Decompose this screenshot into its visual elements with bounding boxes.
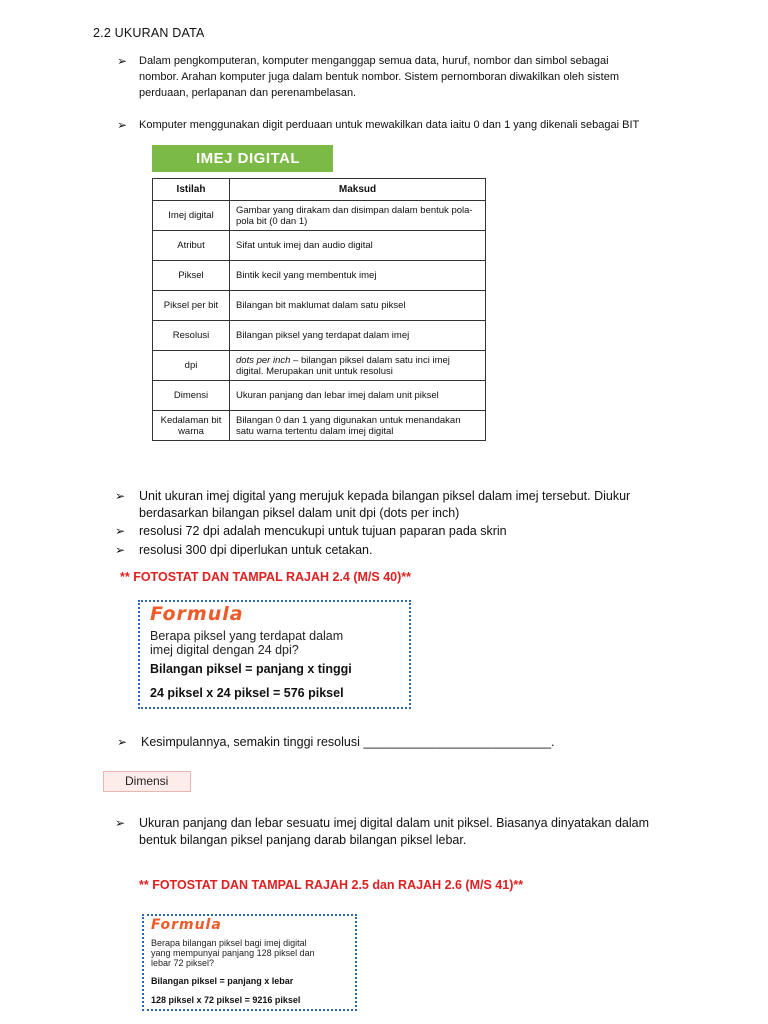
- resolution-bullet-1: [115, 488, 630, 522]
- formula-title: Formula: [151, 917, 222, 933]
- photocopy-note-2: ** FOTOSTAT DAN TAMPAL RAJAH 2.5 dan RAJAH 2.6 (M/S 41)**: [139, 878, 524, 892]
- definition-cell: Gambar yang dirakam dan disimpan dalam bentuk pola-pola bit (0 dan 1): [230, 201, 486, 231]
- text-line: bentuk bilangan piksel panjang darab bilangan piksel lebar.: [139, 833, 467, 847]
- formula-question: [151, 938, 315, 968]
- text-line: Berapa piksel yang terdapat dalam: [150, 629, 344, 643]
- definition-text: – bilangan piksel dalam satu inci imej digital. Merupakan unit untuk resolusi: [236, 354, 450, 377]
- bullet-arrow-icon: ➢: [117, 54, 128, 68]
- dimensi-tag: Dimensi: [103, 771, 191, 792]
- text-line: Ukuran panjang dan lebar sesuatu imej digital dalam unit piksel. Biasanya dinyatakan dalam: [139, 816, 650, 830]
- text-line: resolusi 300 dpi diperlukan untuk cetakan.: [139, 543, 373, 557]
- bullet-arrow-icon: ➢: [115, 524, 126, 538]
- formula-box-1: [138, 600, 411, 709]
- definition-cell: [230, 351, 486, 381]
- definition-cell: Bilangan bit maklumat dalam satu piksel: [230, 291, 486, 321]
- text-line: Dalam pengkomputeran, komputer menganggap semua data, huruf, nombor dan simbol sebagai: [139, 55, 609, 67]
- text-line: lebar 72 piksel?: [151, 958, 215, 968]
- bullet-arrow-icon: ➢: [117, 735, 128, 749]
- term-cell: Kedalaman bit warna: [153, 411, 230, 441]
- text-line: nombor. Arahan komputer juga dalam bentuk nombor. Sistem pernomboran diwakilkan oleh sistem: [139, 71, 619, 83]
- term-cell: Imej digital: [153, 201, 230, 231]
- table-header-row: [153, 179, 486, 201]
- table-row: [153, 351, 486, 381]
- formula-title: Formula: [150, 603, 244, 625]
- section-heading: 2.2 UKURAN DATA: [93, 26, 205, 40]
- text-line: Berapa bilangan piksel bagi imej digital: [151, 938, 307, 948]
- text-line: Komputer menggunakan digit perduaan untuk mewakilkan data iaitu 0 dan 1 yang dikenali sebagai BIT: [139, 119, 640, 131]
- text-line: imej digital dengan 24 dpi?: [150, 643, 299, 657]
- dimensi-bullet: [115, 815, 649, 849]
- formula-answer: 128 piksel x 72 piksel = 9216 piksel: [151, 995, 301, 1005]
- table-row: [153, 321, 486, 351]
- definition-cell: Bilangan 0 dan 1 yang digunakan untuk menandakan satu warna tertentu dalam imej digital: [230, 411, 486, 441]
- definition-cell: Bilangan piksel yang terdapat dalam imej: [230, 321, 486, 351]
- column-header-maksud: Maksud: [230, 179, 486, 201]
- formula-rule: Bilangan piksel = panjang x lebar: [151, 976, 294, 986]
- resolution-bullet-3: [115, 542, 372, 559]
- conclusion-bullet: [117, 734, 555, 751]
- intro-bullet-2: [117, 117, 639, 133]
- text-line: berdasarkan bilangan piksel dalam unit dpi (dots per inch): [139, 506, 460, 520]
- table-row: [153, 291, 486, 321]
- term-cell: Atribut: [153, 231, 230, 261]
- table-row: [153, 231, 486, 261]
- imej-digital-banner: IMEJ DIGITAL: [152, 145, 333, 172]
- term-cell: Resolusi: [153, 321, 230, 351]
- formula-answer: 24 piksel x 24 piksel = 576 piksel: [150, 686, 344, 700]
- text-line: Unit ukuran imej digital yang merujuk kepada bilangan piksel dalam imej tersebut. Diukur: [139, 489, 631, 503]
- formula-rule: Bilangan piksel = panjang x tinggi: [150, 662, 352, 676]
- column-header-istilah: Istilah: [153, 179, 230, 201]
- terms-table: [152, 178, 486, 441]
- resolution-bullet-2: [115, 523, 507, 540]
- text-line: yang mempunyai panjang 128 piksel dan: [151, 948, 315, 958]
- formula-question: [150, 629, 343, 657]
- definition-cell: Sifat untuk imej dan audio digital: [230, 231, 486, 261]
- table-row: [153, 201, 486, 231]
- bullet-arrow-icon: ➢: [115, 816, 126, 830]
- text-line: perduaan, perlapanan dan perenambelasan.: [139, 87, 357, 99]
- photocopy-note-1: ** FOTOSTAT DAN TAMPAL RAJAH 2.4 (M/S 40)**: [120, 570, 412, 584]
- definition-cell: Ukuran panjang dan lebar imej dalam unit piksel: [230, 381, 486, 411]
- table-row: [153, 411, 486, 441]
- term-cell: Dimensi: [153, 381, 230, 411]
- intro-bullet-1: [117, 53, 619, 101]
- bullet-arrow-icon: ➢: [115, 543, 126, 557]
- table-row: [153, 261, 486, 291]
- bullet-arrow-icon: ➢: [117, 118, 128, 132]
- definition-italic: dots per inch: [236, 354, 291, 366]
- text-line: Kesimpulannya, semakin tinggi resolusi ___________________________.: [141, 735, 555, 749]
- term-cell: dpi: [153, 351, 230, 381]
- table-row: [153, 381, 486, 411]
- bullet-arrow-icon: ➢: [115, 489, 126, 503]
- term-cell: Piksel per bit: [153, 291, 230, 321]
- definition-cell: Bintik kecil yang membentuk imej: [230, 261, 486, 291]
- term-cell: Piksel: [153, 261, 230, 291]
- text-line: resolusi 72 dpi adalah mencukupi untuk tujuan paparan pada skrin: [139, 524, 507, 538]
- formula-box-2: [142, 914, 357, 1011]
